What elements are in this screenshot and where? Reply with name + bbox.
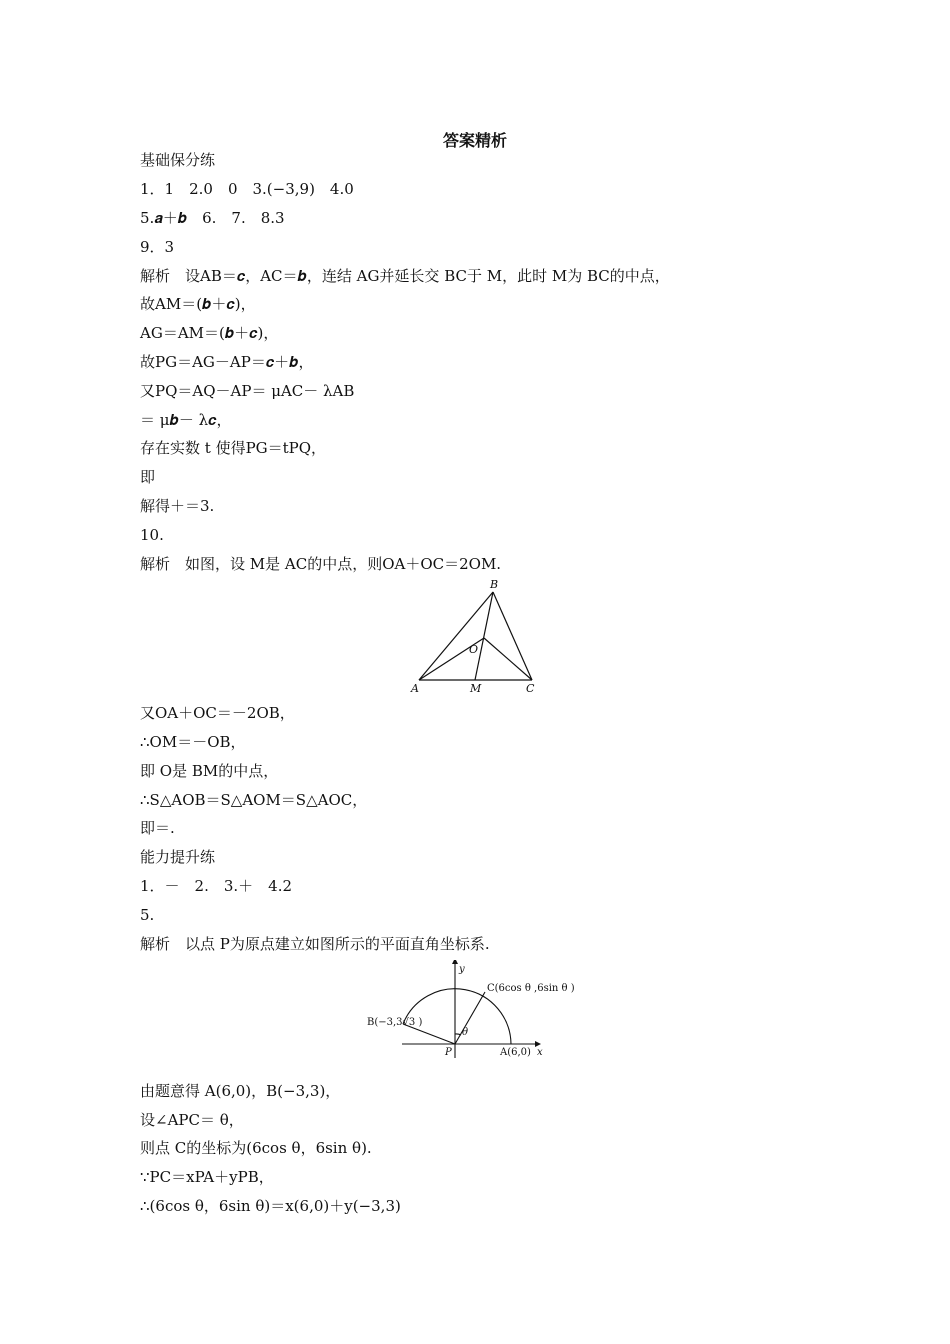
solution-line: ∴OM＝－OB， bbox=[140, 733, 246, 751]
answer-line: 9．3 bbox=[140, 238, 175, 256]
solution-line: 又PQ＝AQ－AP＝ μAC－ λAB bbox=[140, 382, 355, 400]
label-b: B bbox=[490, 578, 499, 591]
label-theta: θ bbox=[462, 1027, 469, 1038]
solution-line: ∴(6cos θ，6sin θ)＝x(6,0)＋y(−3,3) bbox=[140, 1197, 401, 1215]
label-a: A bbox=[411, 682, 419, 695]
solution-line: ＝ μ𝒃－ λ𝒄， bbox=[140, 411, 232, 429]
solution-line: 故PG＝AG－AP＝𝒄＋𝒃， bbox=[140, 353, 314, 371]
solution-line: 解得＋＝3. bbox=[140, 497, 215, 515]
answer-line: 5. bbox=[140, 906, 155, 924]
label-a: A(6,0) bbox=[500, 1047, 531, 1058]
solution-line: 存在实数 t 使得PG＝tPQ， bbox=[140, 439, 327, 457]
page-title: 答案精析 bbox=[442, 131, 507, 150]
label-x: x bbox=[537, 1047, 543, 1058]
answer-line: 5.𝒂＋𝒃 6. 7. 8.3 bbox=[140, 209, 285, 227]
solution-line: 则点 C的坐标为(6cos θ，6sin θ). bbox=[140, 1139, 372, 1157]
label-y: y bbox=[459, 964, 465, 975]
solution-line: ∴S△AOB＝S△AOM＝S△AOC， bbox=[140, 791, 368, 809]
solution-line: 即 O是 BM的中点， bbox=[140, 762, 279, 780]
solution-line: AG＝AM＝(𝒃＋𝒄)， bbox=[140, 324, 279, 342]
label-m: M bbox=[470, 682, 482, 695]
solution-line: 解析 如图，设 M是 AC的中点，则OA＋OC＝2OM. bbox=[140, 555, 502, 573]
label-b: B(−3,3√3 ) bbox=[367, 1017, 423, 1028]
solution-line: 故AM＝(𝒃＋𝒄)， bbox=[140, 295, 256, 313]
solution-line: 由题意得 A(6,0)，B(−3,3)， bbox=[140, 1082, 341, 1100]
solution-line: ∵PC＝xPA＋yPB， bbox=[140, 1168, 274, 1186]
answer-line: 10. bbox=[140, 526, 164, 544]
solution-line: 解析 设AB＝𝒄，AC＝𝒃，连结 AG并延长交 BC于 M，此时 M为 BC的中点， bbox=[140, 267, 670, 285]
triangle-figure bbox=[410, 578, 546, 696]
solution-line: 即＝. bbox=[140, 819, 175, 837]
solution-line: 即 bbox=[140, 468, 156, 486]
label-c: C(6cos θ ,6sin θ ) bbox=[487, 983, 575, 994]
answer-line: 1．1 2.0 0 3.(−3,9) 4.0 bbox=[140, 180, 354, 198]
label-c: C bbox=[526, 682, 535, 695]
label-o: O bbox=[469, 643, 479, 656]
answer-line: 1．－ 2. 3.＋ 4.2 bbox=[140, 877, 293, 895]
coordinate-figure bbox=[365, 960, 580, 1060]
section-advanced-heading: 能力提升练 bbox=[140, 848, 216, 866]
solution-line: 设∠APC＝ θ， bbox=[140, 1111, 244, 1129]
label-p: P bbox=[445, 1047, 452, 1058]
solution-line: 又OA＋OC＝－2OB， bbox=[140, 704, 295, 722]
solution-line: 解析 以点 P为原点建立如图所示的平面直角坐标系. bbox=[140, 935, 490, 953]
section-basic-heading: 基础保分练 bbox=[140, 151, 216, 169]
